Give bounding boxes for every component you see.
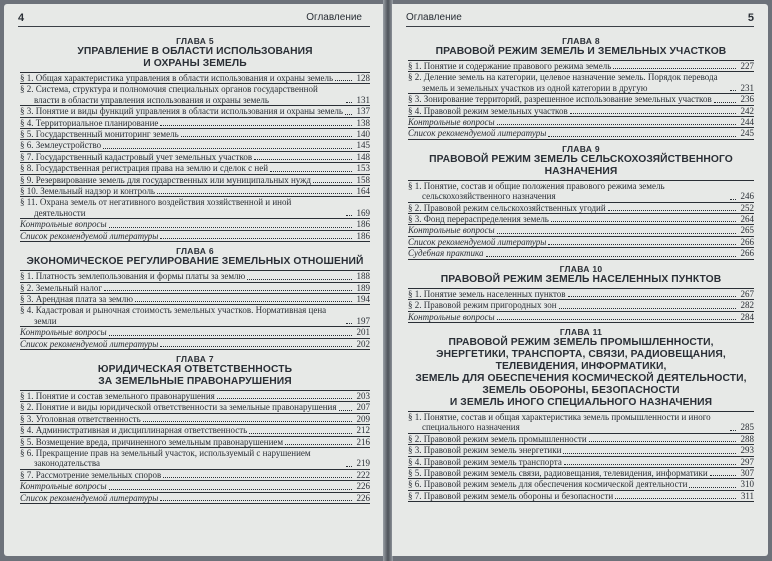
toc-entry-text: § 1. Понятие, состав и общие положения правового режима земель сельскохозяйственного назначения	[408, 180, 665, 202]
dot-leader	[104, 290, 352, 291]
toc-entry	[408, 203, 754, 214]
toc-entry-page: 212	[356, 425, 370, 436]
chapter-title-line: ЗА ЗЕМЕЛЬНЫЕ ПРАВОНАРУШЕНИЯ	[98, 375, 292, 387]
toc-entry-text: § 4. Административная и дисциплинарная ответственность	[20, 425, 248, 436]
toc-entry-page: 216	[356, 436, 370, 447]
toc-entry-page: 236	[740, 94, 754, 105]
dot-leader	[689, 487, 736, 488]
toc-entry-page: 209	[356, 413, 370, 424]
dot-leader	[551, 221, 736, 222]
dot-leader	[589, 441, 736, 442]
running-head-title: Оглавление	[306, 12, 362, 23]
chapter-title-line: И ОХРАНЫ ЗЕМЕЛЬ	[143, 58, 247, 69]
right-page	[392, 4, 768, 556]
toc-entry-page: 219	[356, 458, 370, 469]
chapter	[408, 36, 754, 140]
toc-entry-text: § 2. Правовой режим сельскохозяйственных угодий	[408, 202, 606, 213]
dot-leader	[570, 113, 736, 114]
toc-entry	[408, 457, 754, 468]
chapter-title	[408, 154, 754, 178]
toc-entry	[20, 163, 370, 174]
toc-entry-text: § 2. Земельный налог	[20, 282, 103, 293]
toc-entry-page: 226	[356, 492, 370, 503]
toc-entry-text: § 4. Территориальное планирование	[20, 117, 159, 128]
toc-entry-page: 266	[740, 236, 754, 247]
toc-entry-text: § 3. Уголовная ответственность	[20, 413, 141, 424]
dot-leader	[346, 215, 352, 216]
toc-entry-page: 202	[356, 338, 370, 349]
chapter-title	[408, 46, 754, 58]
left-page	[4, 4, 384, 556]
toc-entry	[408, 214, 754, 225]
toc-entry-page: 131	[356, 94, 370, 105]
toc-entry-page: 186	[356, 219, 370, 230]
chapter-title-line: ПРАВОВОЙ РЕЖИМ ЗЕМЕЛЬ НАСЕЛЕННЫХ ПУНКТОВ	[440, 273, 722, 285]
dot-leader	[160, 500, 352, 501]
toc-entry-page: 148	[356, 151, 370, 162]
chapter-title-line: ЭНЕРГЕТИКИ, ТРАНСПОРТА, СВЯЗИ, РАДИОВЕЩАНИЯ,	[436, 348, 726, 360]
toc-entry	[20, 391, 370, 402]
toc-entry-text: § 10. Земельный надзор и контроль	[20, 186, 156, 197]
toc-entry-text: Контрольные вопросы	[20, 481, 107, 492]
toc-entry	[408, 479, 754, 490]
dot-leader	[564, 464, 736, 465]
toc-entry	[408, 61, 754, 72]
dot-leader	[163, 477, 352, 478]
chapter-title-line: ПРАВОВОЙ РЕЖИМ ЗЕМЕЛЬ ПРОМЫШЛЕННОСТИ,	[448, 336, 714, 348]
running-head-title: Оглавление	[406, 12, 462, 23]
toc-entry	[408, 237, 754, 248]
dot-leader	[160, 238, 352, 239]
toc-entry-page: 153	[356, 163, 370, 174]
toc-entry	[408, 468, 754, 479]
toc-entry-page: 231	[740, 82, 754, 93]
dot-leader	[548, 244, 736, 245]
chapter-title	[20, 46, 370, 70]
chapter-title-line: ЮРИДИЧЕСКАЯ ОТВЕТСТВЕННОСТЬ	[97, 363, 293, 375]
toc-entry	[408, 225, 754, 236]
toc-entry-text: Контрольные вопросы	[408, 311, 495, 322]
toc-entry-text: § 1. Понятие и содержание правового режима земель	[408, 61, 612, 71]
toc-entry	[408, 312, 754, 323]
toc-entry-text: § 6. Землеустройство	[20, 140, 102, 151]
toc-entry-text: Контрольные вопросы	[20, 219, 107, 230]
dot-leader	[335, 80, 352, 81]
toc-entry-list	[408, 411, 754, 502]
toc-entry-text: Список рекомендуемой литературы	[20, 230, 159, 241]
chapter-title	[408, 274, 754, 286]
dot-leader	[103, 148, 352, 149]
page-number: 5	[747, 12, 754, 24]
toc-entry-page: 242	[740, 105, 754, 116]
toc-entry-page: 207	[356, 402, 370, 413]
toc-entry	[408, 72, 754, 94]
toc-entry-text: Список рекомендуемой литературы	[408, 236, 547, 247]
toc-entry-text: § 3. Зонирование территорий, разрешенное использование земельных участков	[408, 94, 712, 105]
toc-entry	[20, 283, 370, 294]
toc-entry-text: § 1. Понятие земель населенных пунктов	[408, 288, 566, 299]
toc-entry-list	[408, 288, 754, 323]
toc-entry	[408, 248, 754, 259]
chapter	[408, 144, 754, 260]
toc-entry	[20, 271, 370, 282]
dot-leader	[181, 136, 352, 137]
toc-entry-text: § 4. Кадастровая и рыночная стоимость земельных участков. Нормативная цена земли	[20, 305, 327, 326]
dot-leader	[714, 102, 736, 103]
toc-entry	[20, 186, 370, 197]
toc-entry-page: 293	[740, 445, 754, 456]
toc-entry	[408, 289, 754, 300]
toc-entry	[408, 128, 754, 139]
toc-entry-page: 197	[356, 315, 370, 326]
dot-leader	[497, 319, 736, 320]
toc-entry-text: § 2. Понятие и виды юридической ответственности за земельные правонарушения	[20, 402, 337, 413]
chapter-label: ГЛАВА 11	[559, 326, 603, 337]
toc-entry-text: § 6. Правовой режим земель для обеспечения космической деятельности	[408, 479, 688, 490]
dot-leader	[345, 114, 352, 115]
dot-leader	[497, 124, 736, 125]
dot-leader	[270, 171, 352, 172]
toc-entry-page: 169	[356, 207, 370, 218]
toc-entry-text: § 2. Правовой режим земель промышленности	[408, 433, 587, 444]
dot-leader	[109, 335, 352, 336]
toc-entry-page: 307	[740, 467, 754, 478]
toc-entry	[20, 305, 370, 327]
toc-entry-page: 222	[356, 469, 370, 480]
toc-entry-text: Контрольные вопросы	[408, 117, 495, 128]
toc-entry-list	[408, 180, 754, 260]
chapter-title-line: ТЕЛЕВИДЕНИЯ, ИНФОРМАТИКИ,	[495, 360, 667, 372]
toc-entry-text: § 3. Правовой режим земель энергетики	[408, 445, 562, 456]
toc-entry	[408, 300, 754, 311]
chapter-label: ГЛАВА 7	[176, 353, 214, 364]
toc-entry-page: 189	[356, 282, 370, 293]
dot-leader	[143, 421, 352, 422]
toc-entry-text: § 3. Фонд перераспределения земель	[408, 214, 549, 225]
dot-leader	[497, 233, 736, 234]
toc-entry-page: 264	[740, 214, 754, 225]
running-header	[18, 10, 370, 27]
dot-leader	[346, 102, 352, 103]
toc-entry-page: 145	[356, 140, 370, 151]
toc-entry	[20, 140, 370, 151]
toc-entry-page: 158	[356, 174, 370, 185]
toc-entry	[408, 412, 754, 434]
toc-entry-page: 311	[740, 490, 754, 501]
dot-leader	[157, 193, 352, 194]
dot-leader	[486, 256, 736, 257]
toc-entry-page: 226	[356, 481, 370, 492]
dot-leader	[254, 159, 352, 160]
toc-entry-list	[20, 390, 370, 504]
chapter-title-line: ЗЕМЕЛЬ ДЛЯ ОБЕСПЕЧЕНИЯ КОСМИЧЕСКОЙ ДЕЯТЕЛЬНОСТИ,	[415, 372, 747, 384]
dot-leader	[109, 489, 352, 490]
toc-entry-text: § 2. Деление земель на категории, целевое назначение земель. Порядок перевода земель и земельных участков из одной категории в другую	[408, 72, 718, 93]
toc-entry-page: 282	[740, 300, 754, 311]
dot-leader	[613, 68, 736, 69]
toc-entry	[20, 425, 370, 436]
toc-entry-text: § 1. Понятие и состав земельного правонарушения	[20, 390, 215, 401]
toc-entry	[408, 445, 754, 456]
toc-entry-text: § 6. Прекращение прав на земельный участок, используемый с нарушением законодательства	[20, 447, 311, 469]
toc-left	[20, 32, 370, 504]
chapter-title	[20, 364, 370, 388]
dot-leader	[339, 410, 352, 411]
toc-entry-list	[20, 270, 370, 350]
toc-entry-text: § 3. Понятие и виды функций управления в области использования и охраны земель	[20, 106, 344, 117]
toc-entry-page: 266	[740, 248, 754, 259]
toc-entry	[20, 152, 370, 163]
dot-leader	[615, 498, 736, 499]
toc-entry-page: 246	[740, 191, 754, 202]
toc-entry	[20, 175, 370, 186]
toc-entry	[20, 84, 370, 106]
chapter-title-line: ЭКОНОМИЧЕСКОЕ РЕГУЛИРОВАНИЕ ЗЕМЕЛЬНЫХ ОТНОШЕНИЙ	[26, 256, 364, 268]
dot-leader	[285, 444, 352, 445]
toc-entry	[408, 181, 754, 203]
toc-entry-page: 252	[740, 202, 754, 213]
dot-leader	[730, 430, 736, 431]
toc-entry-page: 244	[740, 117, 754, 128]
toc-entry-page: 288	[740, 433, 754, 444]
chapter-title-line: ПРАВОВОЙ РЕЖИМ ЗЕМЕЛЬ И ЗЕМЕЛЬНЫХ УЧАСТКОВ	[435, 46, 727, 57]
chapter	[408, 264, 754, 323]
toc-entry-page: 227	[740, 61, 754, 71]
toc-entry-page: 186	[356, 230, 370, 241]
chapter	[408, 327, 754, 502]
chapter	[20, 354, 370, 504]
toc-entry-page: 265	[740, 225, 754, 236]
toc-entry-page: 284	[740, 311, 754, 322]
toc-entry	[20, 231, 370, 242]
toc-entry-text: § 9. Резервирование земель для государственных или муниципальных нужд	[20, 174, 311, 185]
toc-entry	[20, 402, 370, 413]
toc-entry	[20, 448, 370, 470]
toc-entry	[20, 339, 370, 350]
toc-entry	[20, 327, 370, 338]
chapter-title	[408, 337, 754, 409]
toc-entry-page: 285	[740, 422, 754, 433]
chapter	[20, 36, 370, 242]
chapter-title-line: ПРАВОВОЙ РЕЖИМ ЗЕМЕЛЬ СЕЛЬСКОХОЗЯЙСТВЕННОГО	[429, 153, 733, 165]
toc-entry	[20, 493, 370, 504]
toc-entry-page: 203	[356, 390, 370, 401]
dot-leader	[160, 125, 352, 126]
chapter-label: ГЛАВА 5	[176, 36, 214, 46]
dot-leader	[247, 279, 352, 280]
toc-entry-list	[20, 72, 370, 242]
toc-entry-text: § 5. Государственный мониторинг земель	[20, 129, 179, 140]
toc-entry-text: § 2. Система, структура и полномочия специальных органов государственной власти в области управления использования и охраны земель	[20, 84, 318, 105]
toc-entry	[408, 434, 754, 445]
toc-entry	[408, 94, 754, 105]
toc-entry-page: 310	[740, 479, 754, 490]
dot-leader	[568, 296, 736, 297]
toc-entry-text: § 7. Правовой режим земель обороны и безопасности	[408, 490, 614, 501]
toc-entry-page: 188	[356, 271, 370, 282]
toc-entry-page: 201	[356, 327, 370, 338]
dot-leader	[217, 398, 352, 399]
dot-leader	[160, 346, 352, 347]
toc-entry	[408, 106, 754, 117]
dot-leader	[346, 466, 352, 467]
toc-right	[408, 32, 754, 502]
dot-leader	[559, 308, 736, 309]
toc-entry	[20, 129, 370, 140]
toc-entry-page: 194	[356, 293, 370, 304]
toc-entry-page: 245	[740, 128, 754, 139]
toc-entry	[408, 491, 754, 502]
toc-entry	[20, 219, 370, 230]
dot-leader	[346, 323, 352, 324]
toc-entry-text: § 1. Платность землепользования и формы платы за землю	[20, 271, 246, 282]
toc-entry-text: § 2. Правовой режим пригородных зон	[408, 300, 557, 311]
dot-leader	[313, 182, 352, 183]
dot-leader	[109, 227, 352, 228]
toc-entry-page: 267	[740, 288, 754, 299]
toc-entry-text: § 5. Правовой режим земель связи, радиовещания, телевидения, информатики	[408, 467, 708, 478]
chapter-label: ГЛАВА 10	[559, 263, 603, 274]
toc-entry-page: 128	[356, 73, 370, 83]
toc-entry-text: Список рекомендуемой литературы	[20, 492, 159, 503]
toc-entry	[20, 118, 370, 129]
toc-entry	[20, 106, 370, 117]
toc-entry-text: Список рекомендуемой литературы	[20, 338, 159, 349]
toc-entry-page: 138	[356, 117, 370, 128]
toc-entry-list	[408, 60, 754, 140]
toc-entry-page: 137	[356, 106, 370, 117]
running-header	[406, 10, 754, 27]
toc-entry-page: 164	[356, 186, 370, 197]
toc-entry-text: § 1. Понятие, состав и общая характеристика земель промышленности и иного специального назначения	[408, 411, 711, 433]
toc-entry-text: § 7. Государственный кадастровый учет земельных участков	[20, 151, 253, 162]
chapter-label: ГЛАВА 8	[562, 36, 600, 46]
toc-entry-text: § 3. Арендная плата за землю	[20, 293, 133, 304]
toc-entry-text: § 8. Государственная регистрация права на землю и сделок с ней	[20, 163, 269, 174]
toc-entry	[20, 470, 370, 481]
chapter-title	[20, 256, 370, 268]
toc-entry-text: § 5. Возмещение вреда, причиненного земельным правонарушением	[20, 436, 284, 447]
toc-entry-page: 140	[356, 129, 370, 140]
dot-leader	[563, 453, 736, 454]
dot-leader	[608, 210, 736, 211]
toc-entry	[20, 294, 370, 305]
chapter-title-line: НАЗНАЧЕНИЯ	[544, 165, 618, 177]
toc-entry-text: Контрольные вопросы	[408, 225, 495, 236]
toc-entry	[20, 73, 370, 84]
chapter	[20, 246, 370, 350]
dot-leader	[135, 301, 352, 302]
dot-leader	[730, 90, 736, 91]
toc-entry-text: § 1. Общая характеристика управления в области использования и охраны земель	[20, 73, 334, 83]
toc-entry-text: Судебная практика	[408, 248, 484, 259]
dot-leader	[548, 136, 736, 137]
toc-entry-text: § 7. Рассмотрение земельных споров	[20, 469, 162, 480]
dot-leader	[710, 475, 736, 476]
chapter-label: ГЛАВА 6	[176, 246, 214, 257]
toc-entry	[20, 197, 370, 219]
toc-entry-text: Список рекомендуемой литературы	[408, 128, 547, 139]
page-number: 4	[18, 12, 25, 24]
dot-leader	[730, 199, 736, 200]
toc-entry	[20, 437, 370, 448]
chapter-title-line: УПРАВЛЕНИЕ В ОБЛАСТИ ИСПОЛЬЗОВАНИЯ	[77, 46, 313, 57]
toc-entry-text: § 11. Охрана земель от негативного воздействия хозяйственной и иной деятельности	[20, 197, 292, 218]
toc-entry	[408, 117, 754, 128]
dot-leader	[249, 433, 352, 434]
toc-entry-text: § 4. Правовой режим земель транспорта	[408, 456, 562, 467]
toc-entry-page: 297	[740, 456, 754, 467]
toc-entry	[20, 481, 370, 492]
toc-entry-text: Контрольные вопросы	[20, 327, 107, 338]
chapter-label: ГЛАВА 9	[562, 143, 600, 154]
chapter-title-line: ЗЕМЕЛЬ ОБОРОНЫ, БЕЗОПАСНОСТИ	[482, 384, 680, 396]
toc-entry	[20, 414, 370, 425]
toc-entry-text: § 4. Правовой режим земельных участков	[408, 105, 568, 116]
chapter-title-line: И ЗЕМЕЛЬ ИНОГО СПЕЦИАЛЬНОГО НАЗНАЧЕНИЯ	[449, 396, 713, 408]
